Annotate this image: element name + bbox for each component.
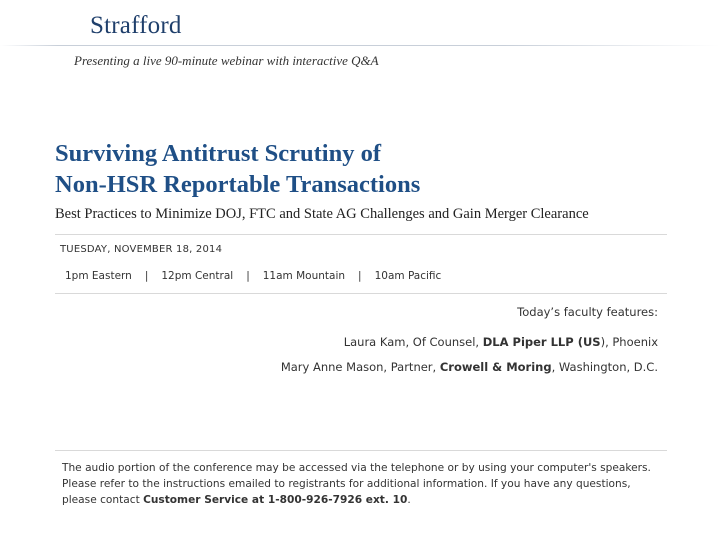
- faculty-name-title: Laura Kam, Of Counsel,: [343, 335, 483, 349]
- title-divider: [55, 234, 667, 235]
- webinar-title: [55, 138, 420, 200]
- faculty-member: [281, 360, 658, 374]
- faculty-location: , Washington, D.C.: [551, 360, 658, 374]
- faculty-firm: DLA Piper LLP (US: [482, 335, 601, 349]
- webinar-tagline: Presenting a live 90-minute webinar with interactive Q&A: [74, 53, 379, 68]
- audio-instructions: [62, 460, 652, 508]
- faculty-heading: Today’s faculty features:: [517, 305, 658, 319]
- header-divider: [0, 45, 720, 46]
- title-line-1: Surviving Antitrust Scrutiny of: [55, 140, 382, 167]
- faculty-member: [344, 335, 658, 349]
- time-separator: |: [246, 270, 250, 282]
- time-mountain: 11am Mountain: [262, 270, 346, 282]
- footer-divider: [55, 450, 667, 451]
- title-line-2: Non-HSR Reportable Transactions: [55, 171, 421, 198]
- time-pacific: 10am Pacific: [374, 270, 442, 282]
- webinar-subtitle: Best Practices to Minimize DOJ, FTC and State AG Challenges and Gain Merger Clearance: [55, 206, 589, 222]
- strafford-logo: Strafford: [90, 12, 182, 39]
- time-separator: |: [144, 270, 149, 282]
- time-eastern: 1pm Eastern: [65, 270, 132, 282]
- instructions-end: .: [407, 494, 411, 506]
- time-zones: [65, 270, 441, 282]
- instructions-text: The audio portion of the conference may be accessed via the telephone or by using your computer's speakers. Please refer to the instructions emailed to registrants for additional information. If you have any questions, please contact: [62, 462, 651, 506]
- schedule-divider: [55, 293, 667, 294]
- time-separator: |: [358, 270, 362, 282]
- time-central: 12pm Central: [161, 270, 234, 282]
- webinar-date: TUESDAY, NOVEMBER 18, 2014: [60, 244, 223, 255]
- faculty-name-title: Mary Anne Mason, Partner,: [280, 360, 440, 374]
- customer-service-contact: Customer Service at 1-800-926-7926 ext. 10: [143, 494, 408, 506]
- faculty-location: ), Phoenix: [600, 335, 658, 349]
- faculty-firm: Crowell & Moring: [439, 360, 552, 374]
